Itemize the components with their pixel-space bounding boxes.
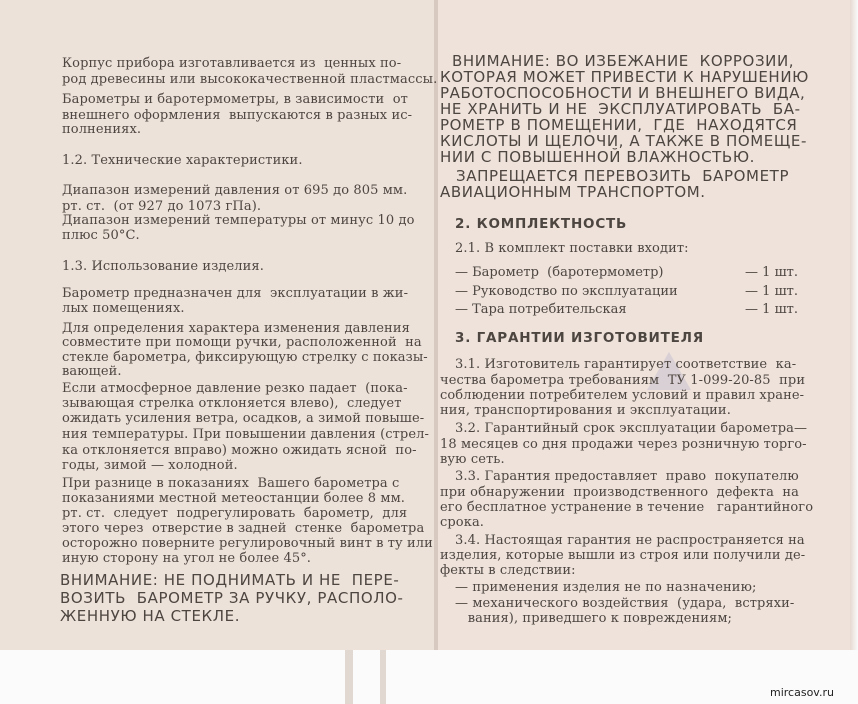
text-line: Диапазон измерений температуры от минус 10 до bbox=[62, 213, 415, 228]
section-title-completeness: 2. КОМПЛЕКТНОСТЬ bbox=[455, 216, 628, 232]
text-line: рт. ст. (от 927 до 1073 гПа). bbox=[62, 199, 262, 214]
paper-stub bbox=[380, 650, 386, 704]
text-line: Если атмосферное давление резко падает (пока- bbox=[62, 381, 408, 396]
text-line: этого через отверстие в задней стенке барометра bbox=[62, 521, 425, 536]
text-line: осторожно поверните регулировочный винт в ту или bbox=[62, 536, 433, 551]
kit-item-name: — Тара потребительская bbox=[455, 302, 627, 317]
text-line: род древесины или высококачественной пластмассы. bbox=[62, 72, 438, 87]
text-line: внешнего оформления выпускаются в разных ис- bbox=[62, 108, 413, 123]
text-line: при обнаружении производственного дефекта на bbox=[440, 485, 800, 500]
warning-line: ВНИМАНИЕ: НЕ ПОДНИМАТЬ И НЕ ПЕРЕ- bbox=[60, 571, 400, 589]
text-line: 3.2. Гарантийный срок эксплуатации барометра— bbox=[455, 421, 808, 436]
text-line: показаниями местной метеостанции более 8 мм. bbox=[62, 491, 406, 506]
text-line: Барометр предназначен для эксплуатации в жи- bbox=[62, 286, 409, 301]
warning-line: РОМЕТР В ПОМЕЩЕНИИ, ГДЕ НАХОДЯТСЯ bbox=[440, 116, 798, 134]
text-line: ка отклоняется вправо) можно ожидать ясной по- bbox=[62, 443, 417, 458]
text-line: вающей. bbox=[62, 364, 122, 379]
text-line: ожидать усиления ветра, осадков, а зимой повыше- bbox=[62, 411, 425, 426]
text-line: чества барометра требованиям ТУ 1-099-20-85 при bbox=[440, 373, 806, 388]
warning-line: ВНИМАНИЕ: ВО ИЗБЕЖАНИЕ КОРРОЗИИ, bbox=[452, 52, 795, 70]
text-line: плюс 50°С. bbox=[62, 228, 140, 243]
text-line: 3.3. Гарантия предоставляет право покупателю bbox=[455, 469, 799, 484]
warning-line: НЕ ХРАНИТЬ И НЕ ЭКСПЛУАТИРОВАТЬ БА- bbox=[440, 100, 801, 118]
text-line: ния температуры. При повышении давления (стрел- bbox=[62, 427, 429, 442]
background-below bbox=[0, 650, 858, 704]
kit-item-name: — Руководство по эксплуатации bbox=[455, 284, 678, 299]
section-title-warranty: 3. ГАРАНТИИ ИЗГОТОВИТЕЛЯ bbox=[455, 330, 704, 346]
kit-item-qty: — 1 шт. bbox=[745, 302, 798, 317]
warning-line: ВОЗИТЬ БАРОМЕТР ЗА РУЧКУ, РАСПОЛО- bbox=[60, 589, 404, 607]
warning-line: КОТОРАЯ МОЖЕТ ПРИВЕСТИ К НАРУШЕНИЮ bbox=[440, 68, 809, 86]
text-line: рт. ст. следует подрегулировать барометр, для bbox=[62, 506, 408, 521]
text-line: вую сеть. bbox=[440, 452, 505, 467]
watermark-link[interactable]: mircasov.ru bbox=[770, 686, 834, 699]
warning-line: КИСЛОТЫ И ЩЕЛОЧИ, А ТАКЖЕ В ПОМЕЩЕ- bbox=[440, 132, 807, 150]
text-line: срока. bbox=[440, 515, 485, 530]
paper-stub bbox=[345, 650, 353, 704]
text-line: Диапазон измерений давления от 695 до 805 мм. bbox=[62, 183, 408, 198]
warning-line: ЖЕННУЮ НА СТЕКЛЕ. bbox=[60, 607, 241, 625]
section-heading: 1.3. Использование изделия. bbox=[62, 259, 264, 274]
warning-line: НИИ С ПОВЫШЕННОЙ ВЛАЖНОСТЬЮ. bbox=[440, 148, 755, 166]
text-line: совместите при помощи ручки, расположенной на bbox=[62, 335, 422, 350]
text-line: его бесплатное устранение в течение гарантийного bbox=[440, 500, 814, 515]
text-line: лых помещениях. bbox=[62, 301, 185, 316]
page-gutter bbox=[434, 0, 438, 650]
page-edge bbox=[850, 0, 858, 650]
section-intro: 2.1. В комплект поставки входит: bbox=[455, 241, 689, 256]
text-line: 18 месяцев со дня продажи через розничную торго- bbox=[440, 437, 807, 452]
text-line: — применения изделия не по назначению; bbox=[455, 580, 757, 595]
text-line: ния, транспортирования и эксплуатации. bbox=[440, 403, 731, 418]
text-line: изделия, которые вышли из строя или получили де- bbox=[440, 548, 806, 563]
text-line: При разнице в показаниях Вашего барометра с bbox=[62, 476, 400, 491]
warning-line: ЗАПРЕЩАЕТСЯ ПЕРЕВОЗИТЬ БАРОМЕТР bbox=[456, 167, 790, 185]
text-line: Корпус прибора изготавливается из ценных по- bbox=[62, 56, 402, 71]
kit-item-qty: — 1 шт. bbox=[745, 265, 798, 280]
text-line: Барометры и баротермометры, в зависимости от bbox=[62, 92, 408, 107]
text-line: — механического воздействия (удара, встряхи- bbox=[455, 596, 795, 611]
kit-item-name: — Барометр (баротермометр) bbox=[455, 265, 664, 280]
text-line: иную сторону на угол не более 45°. bbox=[62, 551, 312, 566]
text-line: 3.1. Изготовитель гарантирует соответствие ка- bbox=[455, 357, 797, 372]
text-line: вания), приведшего к повреждениям; bbox=[455, 611, 733, 626]
text-line: годы, зимой — холодной. bbox=[62, 458, 238, 473]
warning-line: РАБОТОСПОСОБНОСТИ И ВНЕШНЕГО ВИДА, bbox=[440, 84, 806, 102]
text-line: зывающая стрелка отклоняется влево), следует bbox=[62, 396, 402, 411]
text-line: фекты в следствии: bbox=[440, 563, 576, 578]
text-line: полнениях. bbox=[62, 122, 142, 137]
text-line: 3.4. Настоящая гарантия не распространяется на bbox=[455, 533, 805, 548]
warning-line: АВИАЦИОННЫМ ТРАНСПОРТОМ. bbox=[440, 183, 706, 201]
text-line: стекле барометра, фиксирующую стрелку с показы- bbox=[62, 350, 428, 365]
text-line: Для определения характера изменения давления bbox=[62, 321, 410, 336]
section-heading: 1.2. Технические характеристики. bbox=[62, 153, 303, 168]
text-line: соблюдении потребителем условий и правил хране- bbox=[440, 388, 805, 403]
kit-item-qty: — 1 шт. bbox=[745, 284, 798, 299]
